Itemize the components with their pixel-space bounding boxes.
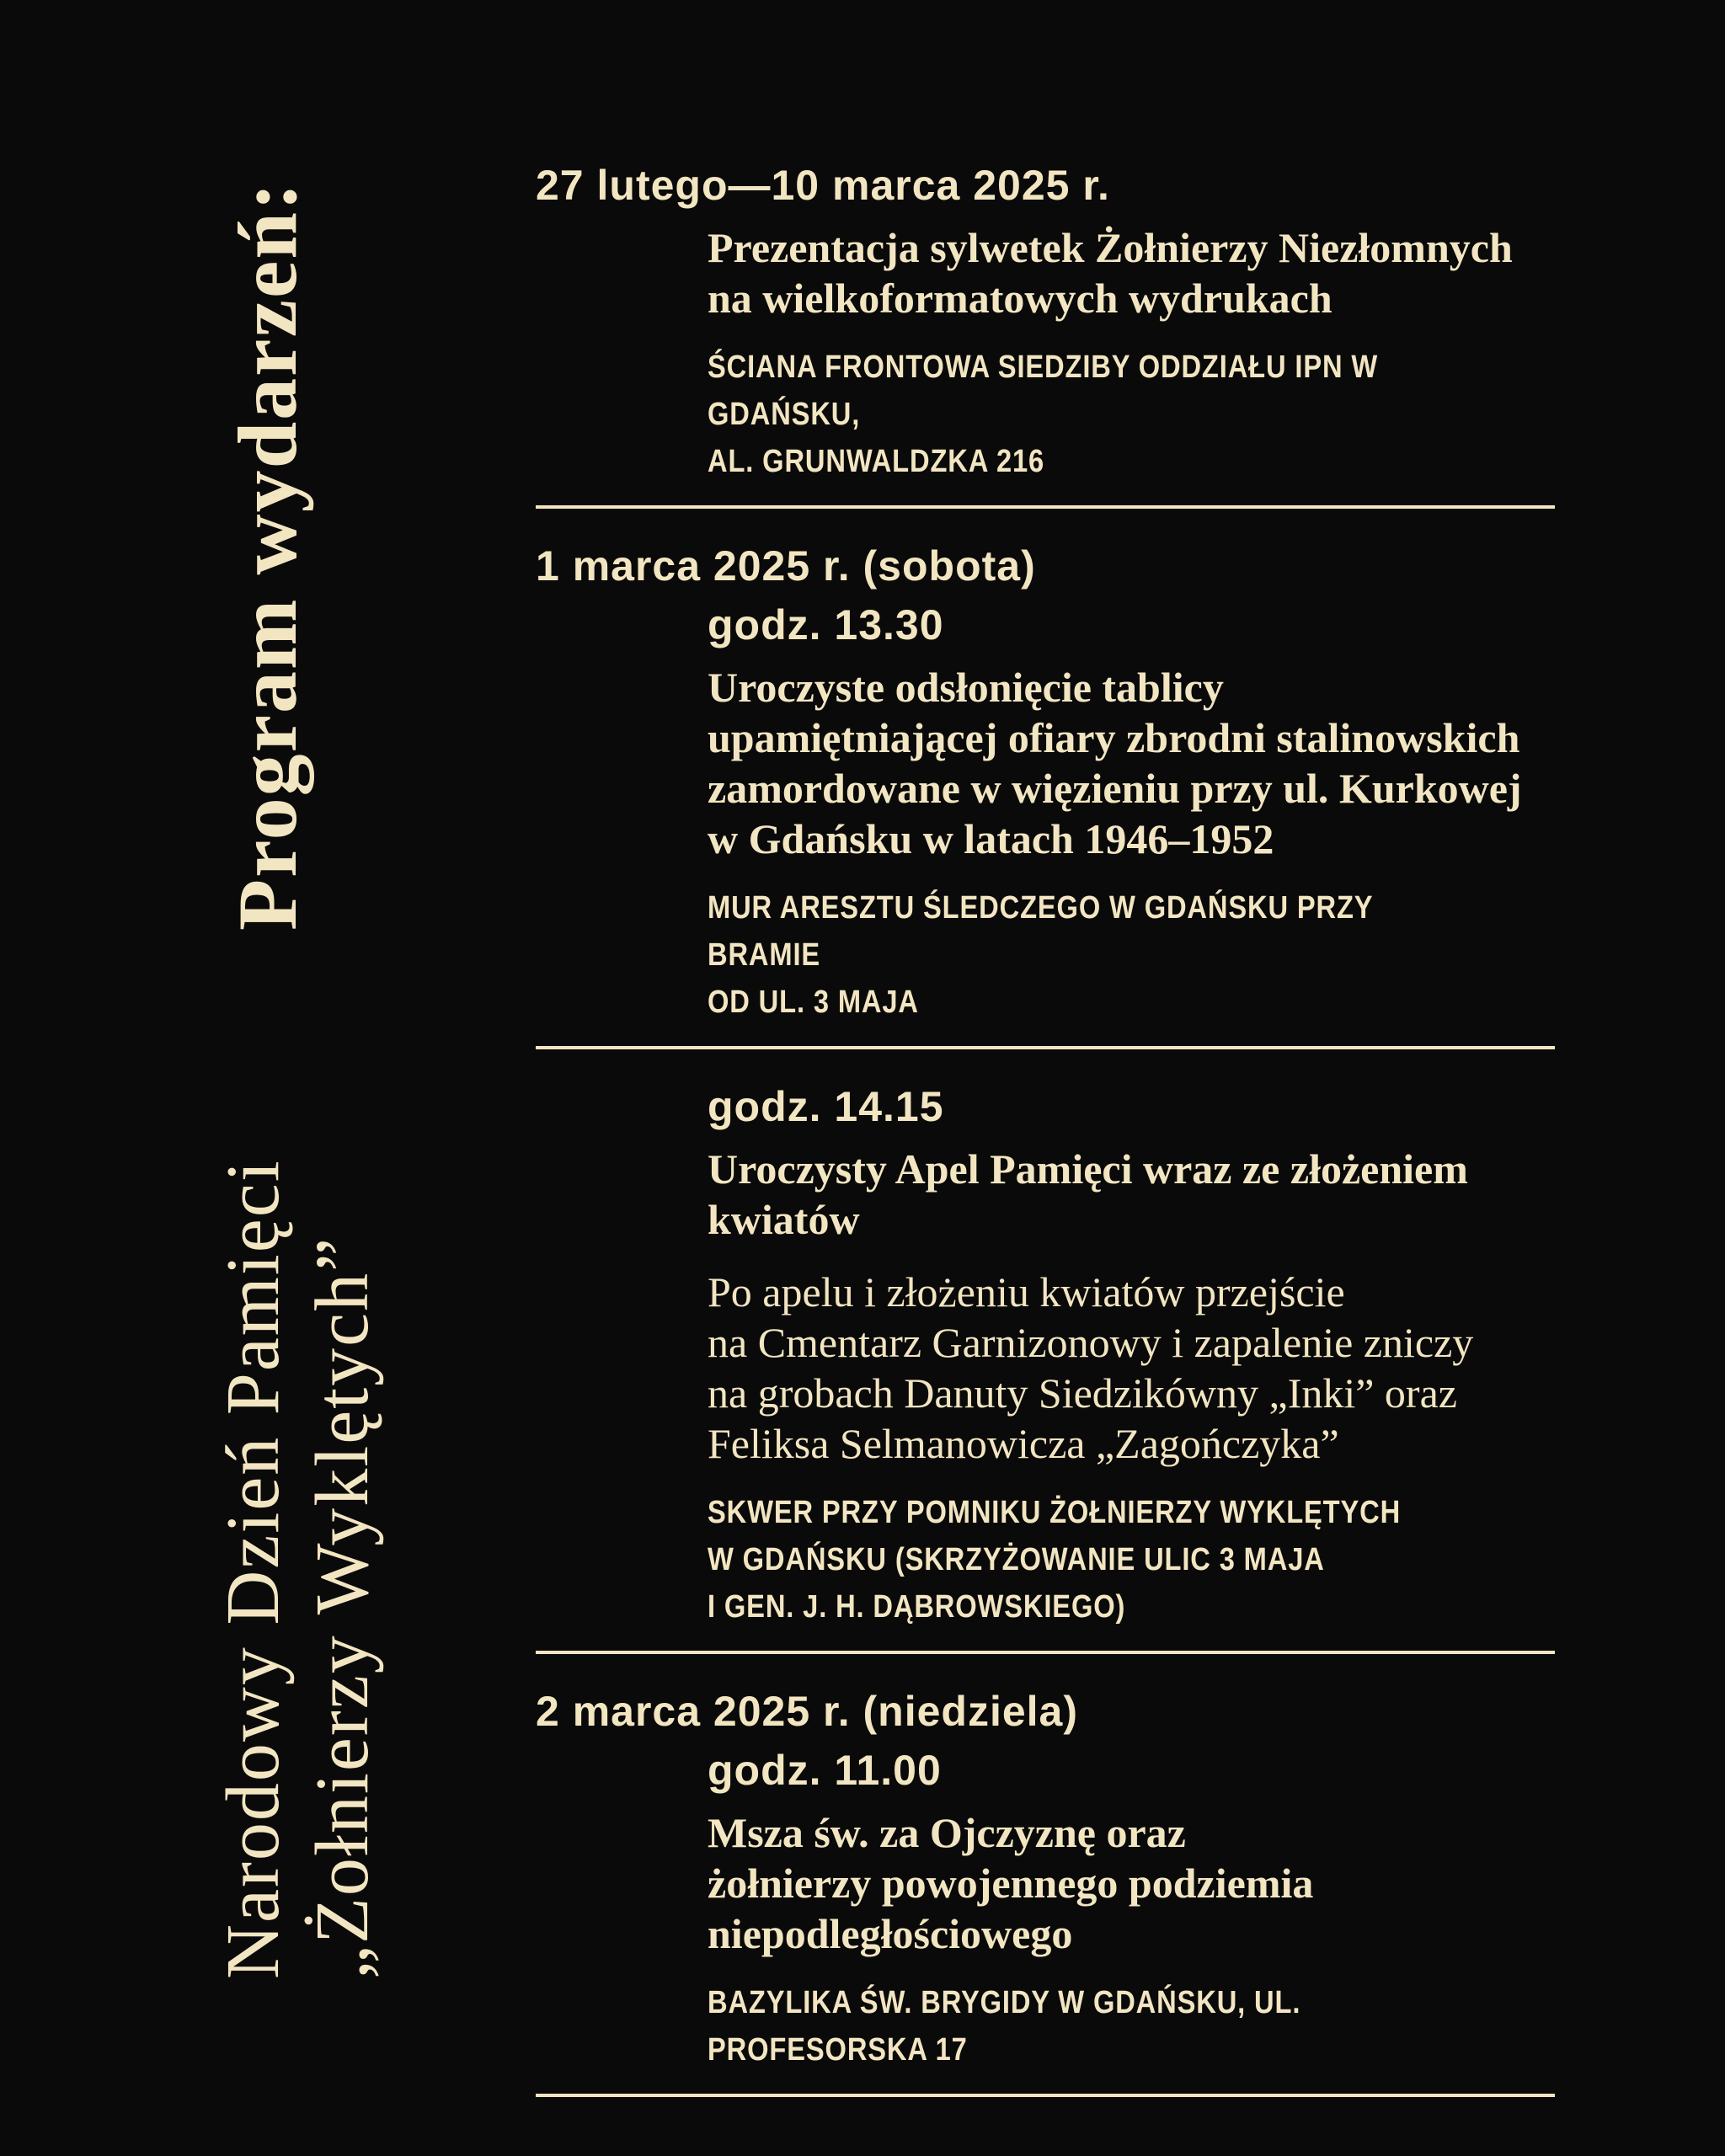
event-title-line: w Gdańsku w latach 1946–1952 (708, 815, 1274, 862)
location-line: AL. GRUNWALDZKA 216 (708, 444, 1045, 479)
location-line: OD UL. 3 MAJA (708, 985, 919, 1020)
location-line: MUR ARESZTU ŚLEDCZEGO W GDAŃSKU PRZY BRAMIE (708, 890, 1373, 973)
vertical-program-title: Program wydarzeń: (221, 180, 314, 931)
event-title-line: Uroczysty Apel Pamięci wraz ze złożeniem (708, 1145, 1468, 1193)
location-line: W GDAŃSKU (SKRZYŻOWANIE ULIC 3 MAJA (708, 1542, 1325, 1577)
section-divider (536, 1046, 1555, 1049)
event-title-line: na wielkoformatowych wydrukach (708, 275, 1332, 322)
section-divider (536, 1651, 1555, 1654)
description-line: na grobach Danuty Siedzikówny „Inki” oraz (708, 1369, 1457, 1417)
location-line: BAZYLIKA ŚW. BRYGIDY W GDAŃSKU, UL. PROFESORSKA 17 (708, 1985, 1301, 2068)
event-title (708, 662, 1555, 864)
program-content (536, 160, 1555, 2129)
event-location (708, 344, 1436, 485)
location-line: ŚCIANA FRONTOWA SIEDZIBY ODDZIAŁU IPN W GDAŃSKU, (708, 350, 1379, 432)
description-line: na Cmentarz Garnizonowy i zapalenie zniczy (708, 1319, 1474, 1366)
event-title-line: zamordowane w więzieniu przy ul. Kurkowej (708, 765, 1522, 812)
memorial-day-line-2: „Żołnierzy Wyklętych” (301, 1235, 385, 1979)
description-line: Feliksa Selmanowicza „Zagończyka” (708, 1420, 1339, 1467)
event-title-line: upamiętniającej ofiary zbrodni stalinowskich (708, 714, 1520, 761)
event-location (708, 884, 1436, 1026)
event-title-line: niepodległościowego (708, 1910, 1073, 1957)
event-time: godz. 11.00 (708, 1747, 942, 1794)
location-line: SKWER PRZY POMNIKU ŻOŁNIERZY WYKLĘTYCH (708, 1495, 1402, 1530)
location-line: I GEN. J. H. DĄBROWSKIEGO) (708, 1589, 1126, 1625)
section-divider (536, 505, 1555, 509)
event-title (708, 222, 1555, 323)
event-title-line: Uroczyste odsłonięcie tablicy (708, 664, 1224, 711)
vertical-memorial-day-title (209, 1086, 387, 1979)
section-divider (536, 2094, 1555, 2097)
date-heading: 2 marca 2025 r. (niedziela) (536, 1688, 1079, 1735)
event-title-line: Msza św. za Ojczyznę oraz (708, 1809, 1186, 1856)
event-title-line: kwiatów (708, 1196, 860, 1243)
event-time: godz. 13.30 (708, 601, 944, 648)
event-description (708, 1267, 1555, 1469)
event-title-line: żołnierzy powojennego podziemia (708, 1860, 1314, 1907)
event-location (708, 1979, 1436, 2073)
date-heading: 27 lutego—10 marca 2025 r. (536, 162, 1110, 209)
event-time: godz. 14.15 (708, 1083, 944, 1130)
date-heading: 1 marca 2025 r. (sobota) (536, 542, 1036, 590)
description-line: Po apelu i złożeniu kwiatów przejście (708, 1268, 1345, 1315)
memorial-day-line-1: Narodowy Dzień Pamięci (211, 1159, 295, 1979)
event-title-line: Prezentacja sylwetek Żołnierzy Niezłomnych (708, 224, 1513, 271)
event-location (708, 1489, 1436, 1630)
event-title (708, 1807, 1555, 1959)
event-title (708, 1144, 1555, 1245)
